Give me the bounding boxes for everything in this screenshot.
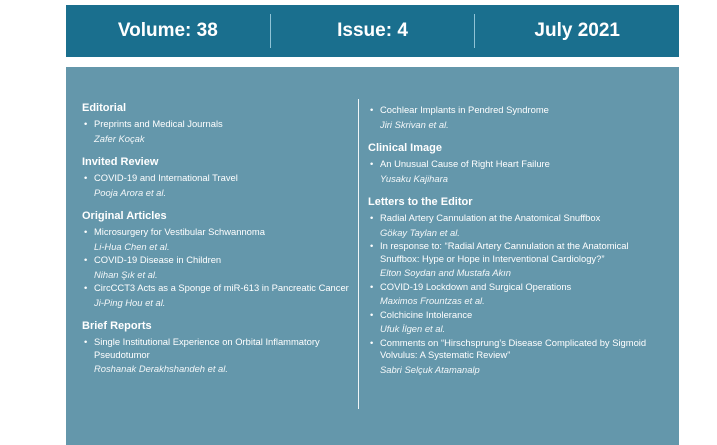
article-entry[interactable] — [368, 240, 663, 280]
section-gap — [368, 186, 663, 195]
article-title: Preprints and Medical Journals — [94, 118, 223, 129]
section-title: Clinical Image — [368, 142, 442, 154]
bullet-icon: • — [370, 280, 374, 292]
bullet-icon: • — [370, 104, 374, 115]
article-author: Li-Hua Chen et al. — [94, 240, 170, 252]
article-author: Jiri Skrivan et al. — [380, 118, 449, 130]
bullet-icon: • — [84, 282, 88, 293]
bullet-icon: • — [84, 226, 88, 237]
volume-label: Volume: 38 — [117, 20, 218, 41]
article-author: Maximos Frountzas et al. — [380, 295, 485, 306]
section-gap — [82, 310, 350, 319]
toc-section — [368, 141, 663, 185]
section-gap — [82, 200, 350, 209]
article-title: In response to: “Radial Artery Cannulation at the Anatomical Snuffbox: Hype or Hope in Interventional Cardiology?” — [380, 240, 629, 264]
article-entry[interactable] — [368, 158, 663, 185]
section-gap — [82, 146, 350, 155]
article-entry[interactable] — [368, 104, 663, 131]
article-author: Roshanak Derakhshandeh et al. — [94, 363, 228, 374]
contents-panel — [66, 67, 679, 445]
article-title: Comments on “Hirschsprung’s Disease Complicated by Sigmoid Volvulus: A Systematic Review” — [380, 336, 647, 360]
article-author: Gökay Taylan et al. — [380, 226, 460, 238]
left-column — [82, 101, 350, 377]
article-entry[interactable] — [82, 226, 350, 253]
section-gap — [368, 132, 663, 141]
bullet-icon: • — [84, 118, 88, 129]
section-title: Original Articles — [82, 210, 167, 222]
article-author: Zafer Koçak — [94, 132, 145, 144]
article-title: Microsurgery for Vestibular Schwannoma — [94, 226, 265, 237]
section-title: Letters to the Editor — [368, 196, 473, 208]
article-title: CircCCT3 Acts as a Sponge of miR-613 in Pancreatic Cancer — [94, 282, 349, 293]
article-author: Sabri Selçuk Atamanalp — [380, 363, 480, 375]
article-author: Yusaku Kajihara — [380, 172, 448, 184]
article-title: Colchicine Intolerance — [380, 308, 473, 320]
bullet-icon: • — [370, 308, 374, 320]
article-entry[interactable] — [368, 309, 663, 336]
article-title: Single Institutional Experience on Orbital Inflammatory Pseudotumor — [94, 336, 320, 360]
article-author: Ufuk İlgen et al. — [380, 323, 446, 334]
article-title: Cochlear Implants in Pendred Syndrome — [380, 104, 549, 115]
article-entry[interactable] — [82, 282, 350, 309]
article-title: COVID-19 Disease in Children — [94, 254, 222, 265]
issue-header-bar — [66, 5, 679, 57]
bullet-icon: • — [84, 172, 88, 183]
bullet-icon: • — [84, 254, 88, 265]
article-entry[interactable] — [82, 254, 350, 281]
article-author: Ji-Ping Hou et al. — [94, 296, 166, 308]
article-entry[interactable] — [82, 118, 350, 145]
issue-label: Issue: 4 — [337, 20, 408, 41]
toc-section — [82, 101, 350, 145]
toc-section — [82, 319, 350, 376]
article-title: COVID-19 Lockdown and Surgical Operations — [380, 280, 572, 292]
column-divider — [358, 99, 359, 409]
bullet-icon: • — [370, 336, 374, 348]
article-author: Pooja Arora et al. — [94, 186, 167, 198]
bullet-icon: • — [370, 212, 374, 223]
article-entry[interactable] — [82, 336, 350, 376]
toc-section — [368, 104, 663, 131]
article-author: Elton Soydan and Mustafa Akın — [380, 267, 511, 278]
date-label: July 2021 — [534, 20, 620, 41]
article-entry[interactable] — [368, 212, 663, 239]
section-title: Brief Reports — [82, 320, 152, 332]
bullet-icon: • — [84, 336, 88, 347]
article-entry[interactable] — [368, 337, 663, 377]
article-author: Nihan Şık et al. — [94, 268, 158, 280]
toc-section — [82, 155, 350, 199]
article-title: COVID-19 and International Travel — [94, 172, 238, 183]
toc-section — [82, 209, 350, 309]
article-title: An Unusual Cause of Right Heart Failure — [380, 158, 550, 169]
right-column — [368, 104, 663, 377]
article-entry[interactable] — [368, 281, 663, 308]
bullet-icon: • — [370, 158, 374, 169]
section-title: Invited Review — [82, 156, 159, 168]
article-title: Radial Artery Cannulation at the Anatomical Snuffbox — [380, 212, 601, 223]
toc-section — [368, 195, 663, 376]
section-title: Editorial — [82, 102, 127, 114]
bullet-icon: • — [370, 240, 374, 251]
article-entry[interactable] — [82, 172, 350, 199]
